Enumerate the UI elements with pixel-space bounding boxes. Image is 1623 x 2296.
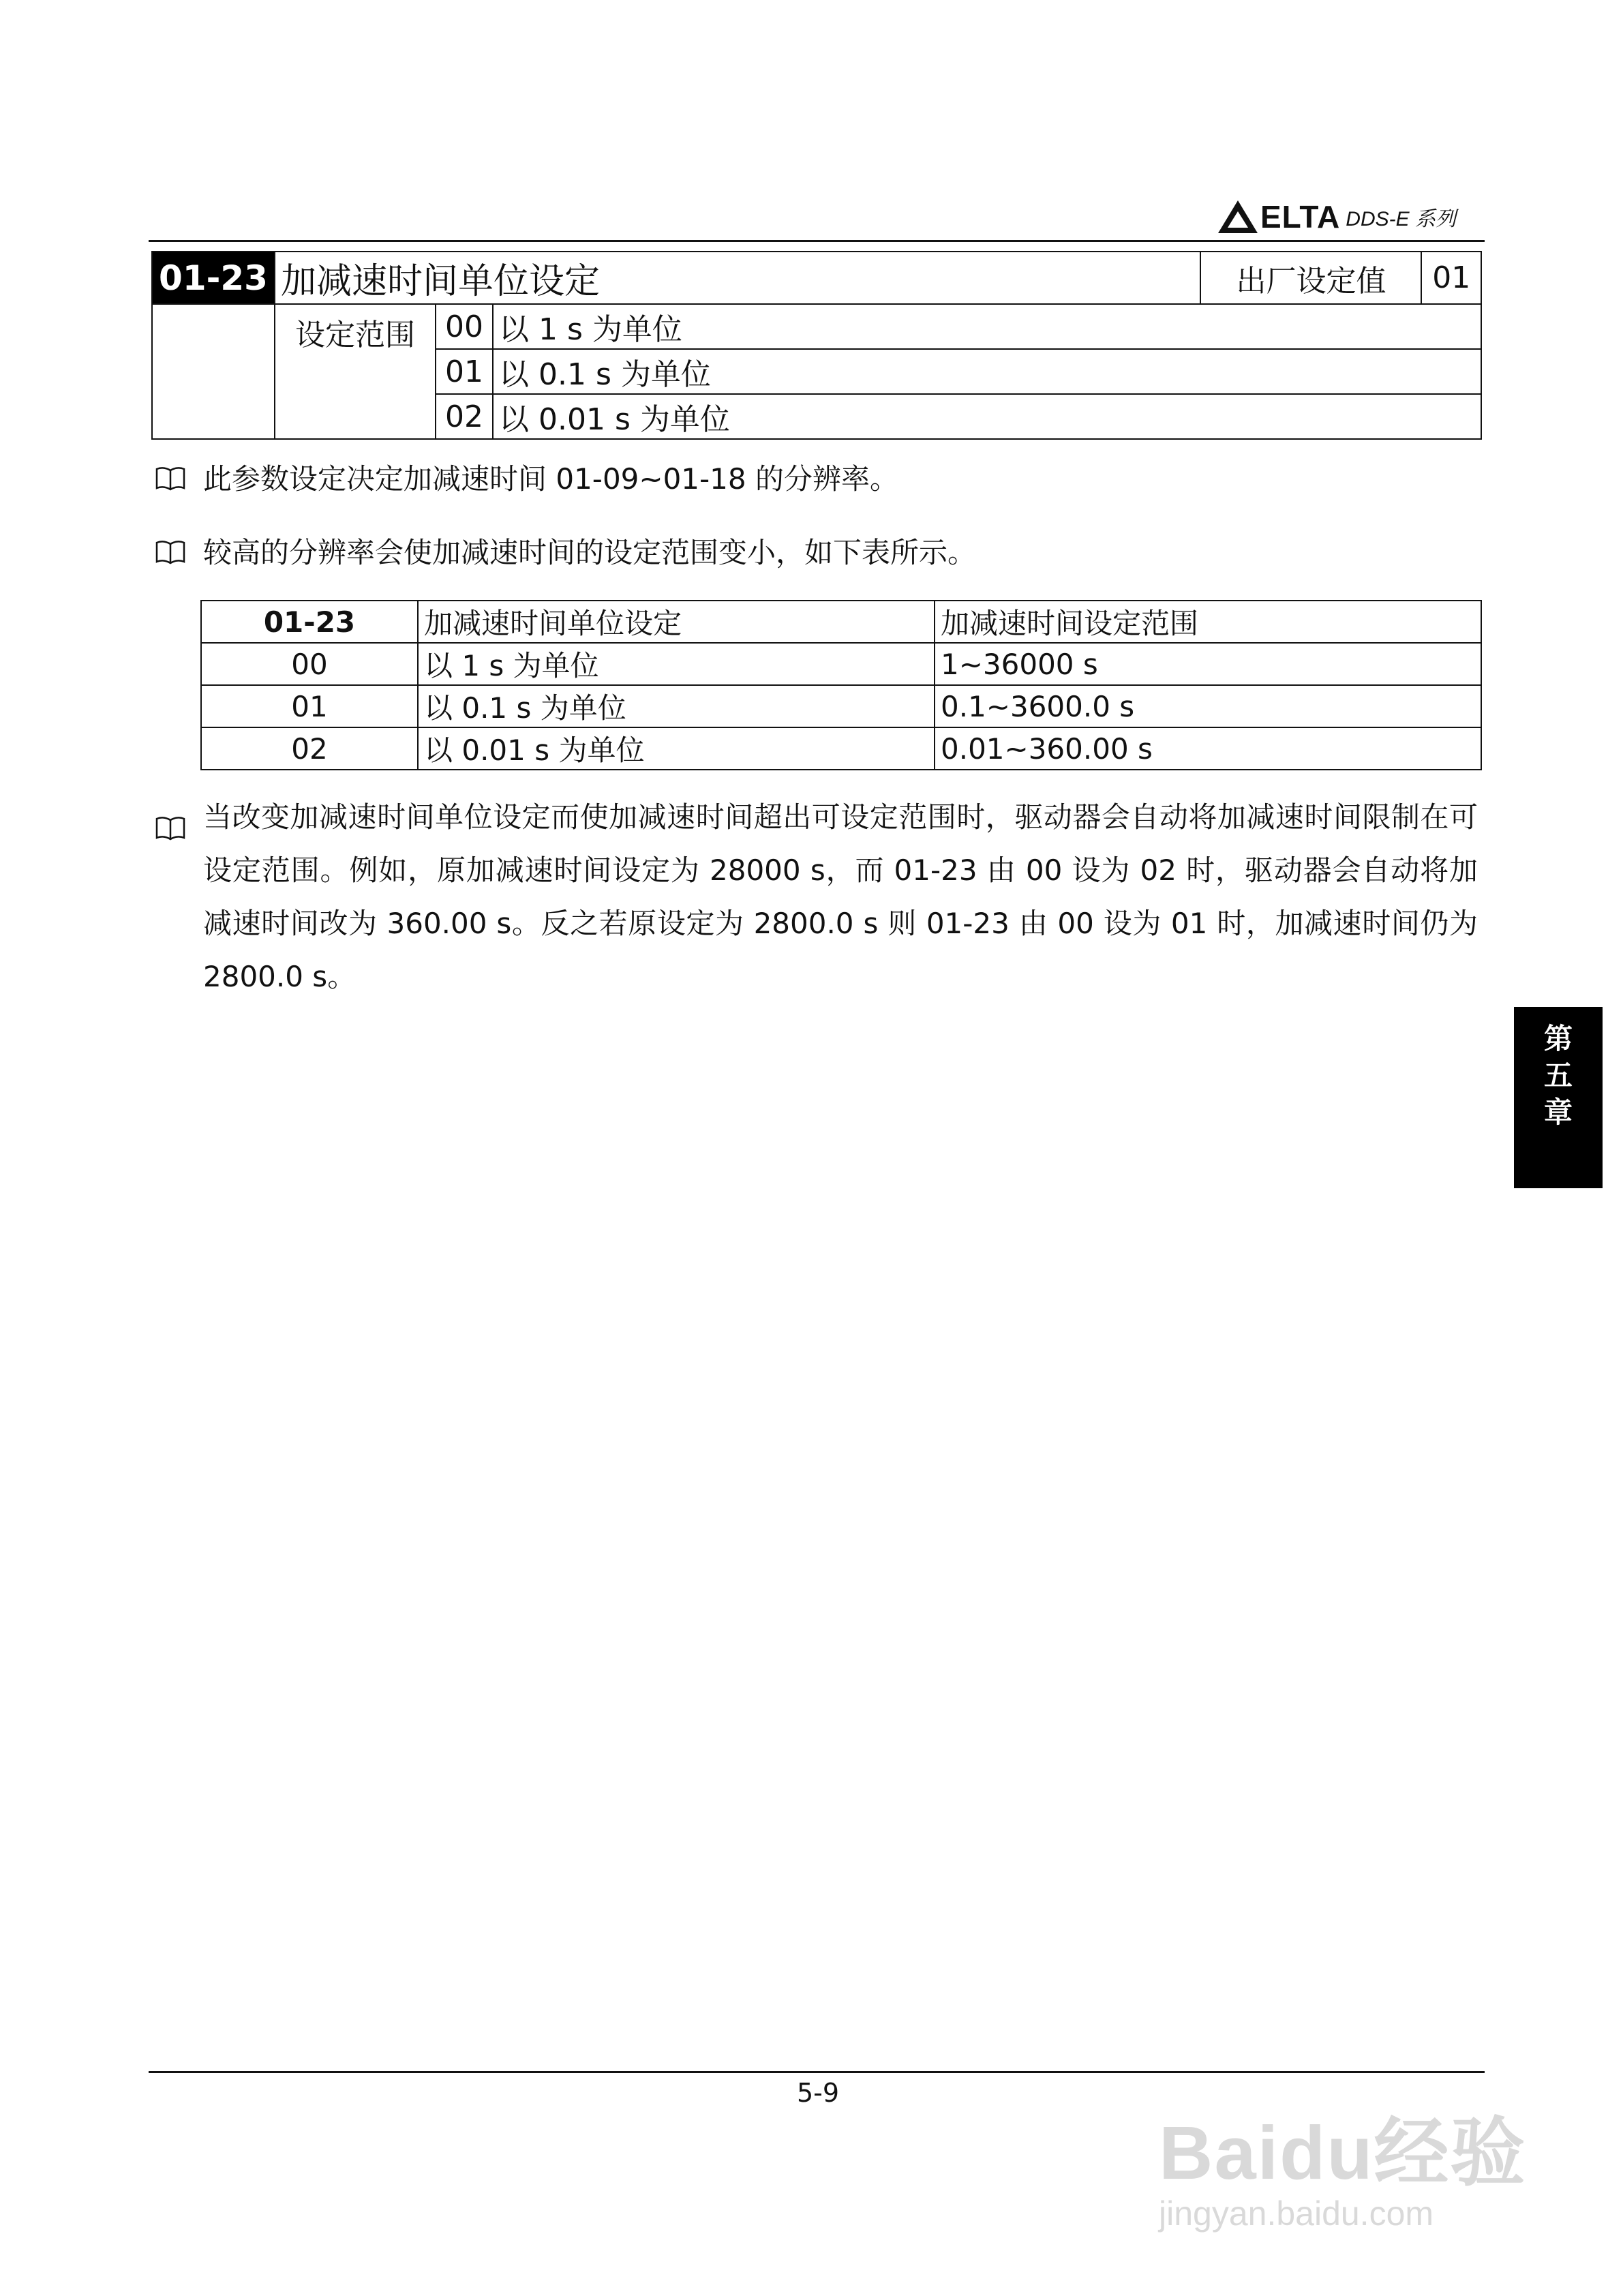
watermark-url: jingyan.baidu.com [1159,2194,1434,2233]
watermark [1159,2093,1541,2256]
param-title: 加减速时间单位设定 [275,252,1200,304]
range-cell-range: 0.01~360.00 s [935,727,1481,770]
param-blank-cell [152,304,275,439]
factory-value: 01 [1421,252,1481,304]
chapter-char: 章 [1543,1096,1573,1129]
note-text: 较高的分辨率会使加减速时间的设定范围变小，如下表所示。 [203,536,977,569]
range-table [200,600,1482,770]
table-row [201,643,1481,685]
range-cell-unit: 以 0.01 s 为单位 [418,727,935,770]
range-cell-range: 0.1~3600.0 s [935,685,1481,727]
chapter-tab [1514,1007,1603,1188]
range-cell-range: 1~36000 s [935,643,1481,685]
note-1 [155,453,1478,508]
option-desc: 以 1 s 为单位 [493,304,1481,349]
range-header-range: 加减速时间设定范围 [935,601,1481,643]
range-cell-unit: 以 0.1 s 为单位 [418,685,935,727]
note-text: 此参数设定决定加减速时间 01-09~01-18 的分辨率。 [203,462,898,496]
parameter-table [151,251,1482,440]
option-code: 02 [436,394,493,439]
range-header-code: 01-23 [201,601,418,643]
chapter-char: 第 [1543,1022,1573,1055]
range-cell-unit: 以 1 s 为单位 [418,643,935,685]
book-icon [155,791,203,858]
range-cell-code: 02 [201,727,418,770]
option-code: 00 [436,304,493,349]
book-icon [155,528,203,581]
table-row [201,685,1481,727]
range-header-unit: 加减速时间单位设定 [418,601,935,643]
param-code: 01-23 [152,252,275,304]
delta-triangle-icon [1217,199,1259,235]
option-desc: 以 0.01 s 为单位 [493,394,1481,439]
book-icon [155,455,203,508]
note-3 [155,791,1478,1003]
series-label: DDS-E 系列 [1346,208,1456,230]
option-desc: 以 0.1 s 为单位 [493,349,1481,394]
factory-label: 出厂设定值 [1200,252,1421,304]
watermark-main: Baidu经验 [1159,2111,1527,2195]
header-rule [149,240,1485,242]
option-code: 01 [436,349,493,394]
chapter-char: 五 [1543,1059,1573,1092]
range-label: 设定范围 [275,304,436,439]
range-cell-code: 00 [201,643,418,685]
table-row [201,727,1481,770]
footer-rule [149,2071,1485,2073]
note-2 [155,526,1478,581]
brand-name: ELTA [1260,199,1341,235]
page-number: 5-9 [796,2078,840,2108]
delta-logo [1217,196,1489,237]
range-cell-code: 01 [201,685,418,727]
note-text: 当改变加减速时间单位设定而使加减速时间超出可设定范围时，驱动器会自动将加减速时间限制在可设定范围。例如，原加减速时间设定为 28000 s，而 01-23 由 00 设为 02 时，驱动器会自动将加减速时间改为 360.00 s。反之若原设定为 2800.0 s 则 01-23 由 00 设为 01 时，加减速时间仍为 2800.0 s。 [203,800,1478,993]
